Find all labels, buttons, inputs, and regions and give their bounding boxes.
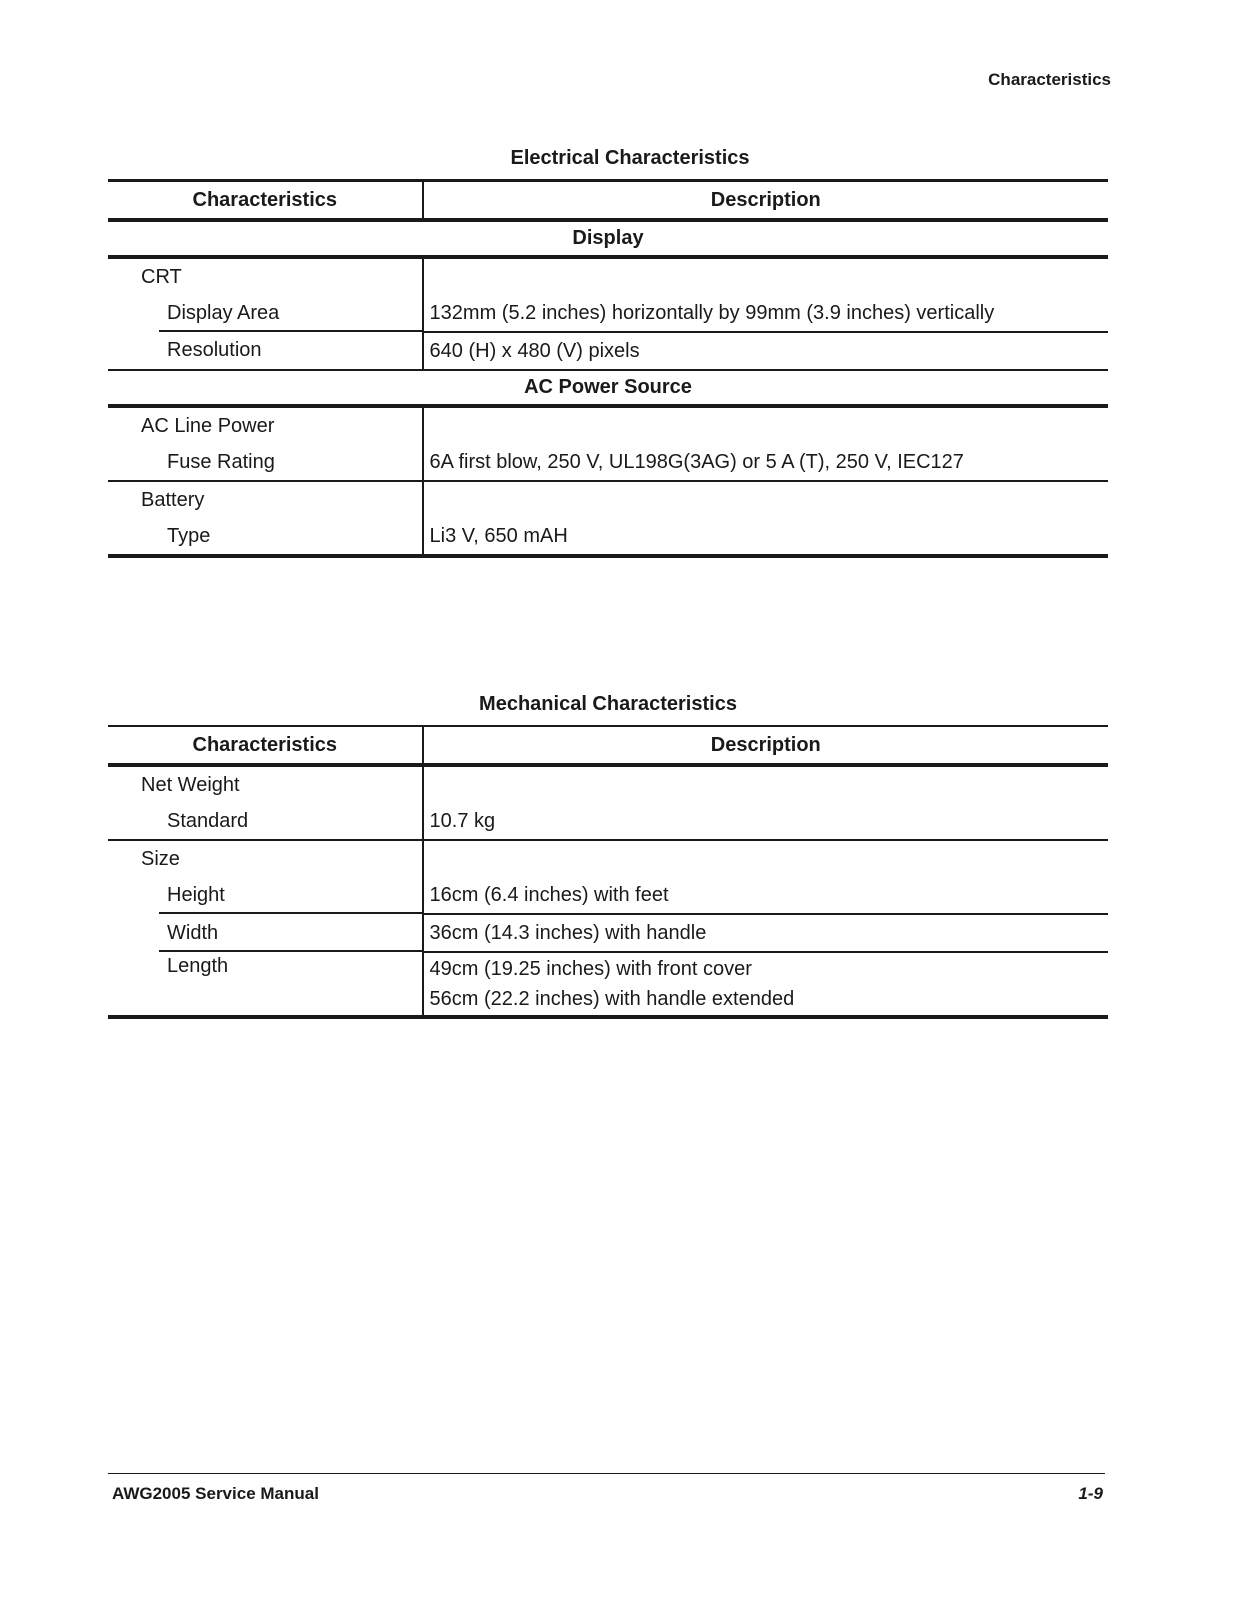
mechanical-table: [108, 725, 1108, 1019]
table-row: [108, 295, 1108, 332]
row-value-fuse-rating: 6A first blow, 250 V, UL198G(3AG) or 5 A (T), 250 V, IEC127: [423, 444, 1108, 481]
row-label-display-area: Display Area: [108, 295, 423, 332]
footer-rule: [108, 1473, 1105, 1474]
column-header-description: Description: [423, 181, 1108, 221]
row-label-width: Width: [108, 914, 423, 952]
table-row: [108, 481, 1108, 518]
electrical-table: [108, 179, 1108, 558]
row-label-size: Size: [108, 840, 423, 877]
table-row: [108, 257, 1108, 295]
table-row: [108, 332, 1108, 370]
table-row: [108, 840, 1108, 877]
electrical-table-title: Electrical Characteristics: [510, 147, 750, 169]
row-value-display-area: 132mm (5.2 inches) horizontally by 99mm (3.9 inches) vertically: [423, 295, 1108, 332]
row-value-empty: [423, 406, 1108, 444]
table-row: [108, 803, 1108, 840]
section-row: [108, 370, 1108, 406]
table-row: [108, 765, 1108, 803]
footer-page-number: 1-9: [1078, 1484, 1103, 1503]
length-value-line-2: 56cm (22.2 inches) with handle extended: [429, 988, 795, 1010]
row-value-width: 36cm (14.3 inches) with handle: [423, 914, 1108, 952]
row-value-empty: [423, 257, 1108, 295]
row-label-type: Type: [108, 518, 423, 556]
section-display: Display: [108, 220, 1108, 257]
row-value-empty: [423, 765, 1108, 803]
row-value-empty: [423, 840, 1108, 877]
row-label-ac-line-power: AC Line Power: [108, 406, 423, 444]
row-label-crt: CRT: [108, 257, 423, 295]
row-label-fuse-rating: Fuse Rating: [108, 444, 423, 481]
row-label-length: Length: [108, 952, 423, 1017]
mechanical-table-title: Mechanical Characteristics: [479, 693, 737, 715]
row-value-standard: 10.7 kg: [423, 803, 1108, 840]
row-value-resolution: 640 (H) x 480 (V) pixels: [429, 339, 640, 362]
row-value-height: 16cm (6.4 inches) with feet: [423, 877, 1108, 914]
running-header: Characteristics: [988, 70, 1111, 89]
section-row: [108, 220, 1108, 257]
column-header-characteristics: Characteristics: [108, 726, 423, 765]
table-row: [108, 877, 1108, 914]
row-value-empty: [423, 481, 1108, 518]
row-label-standard: Standard: [108, 803, 423, 840]
row-value-length: [423, 952, 1108, 1017]
table-row: [108, 952, 1108, 1017]
table-header-row: [108, 726, 1108, 765]
table-header-row: [108, 181, 1108, 221]
column-header-characteristics: Characteristics: [108, 181, 423, 221]
column-header-description: Description: [423, 726, 1108, 765]
table-row: [108, 518, 1108, 556]
row-label-height: Height: [108, 877, 423, 914]
table-row: [108, 914, 1108, 952]
table-row: [108, 444, 1108, 481]
table-row: [108, 406, 1108, 444]
section-ac-power: AC Power Source: [108, 370, 1108, 406]
row-label-net-weight: Net Weight: [108, 765, 423, 803]
row-value-type: Li3 V, 650 mAH: [423, 518, 1108, 556]
row-label-battery: Battery: [108, 481, 423, 518]
row-label-resolution: Resolution: [108, 332, 423, 370]
length-value-line-1: 49cm (19.25 inches) with front cover: [429, 958, 752, 980]
footer-manual-title: AWG2005 Service Manual: [112, 1484, 319, 1503]
